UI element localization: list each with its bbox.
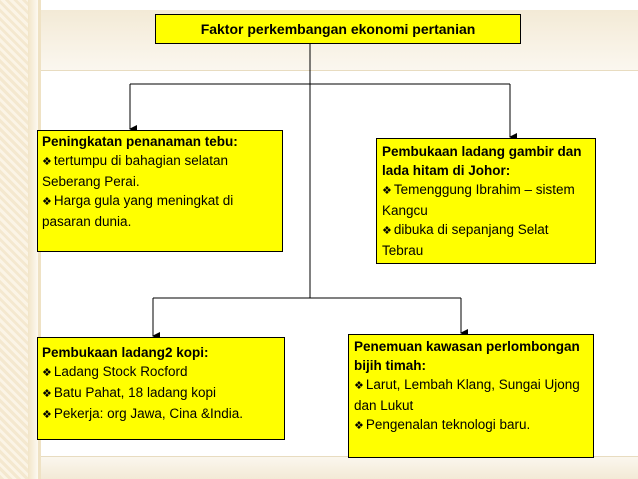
factor-heading: Peningkatan penanaman tebu: bbox=[42, 134, 238, 149]
diamond-bullet-icon: ❖ bbox=[42, 409, 52, 421]
diamond-bullet-icon: ❖ bbox=[42, 156, 52, 168]
bullet-item: ❖ tertumpu di bahagian selatan Seberang Perai. bbox=[42, 153, 228, 189]
bullet-item: ❖ Temenggung Ibrahim – sistem Kangcu bbox=[382, 182, 575, 218]
bullet-item: ❖ Batu Pahat, 18 ladang kopi bbox=[42, 385, 217, 400]
diamond-bullet-icon: ❖ bbox=[354, 380, 364, 392]
diamond-bullet-icon: ❖ bbox=[42, 196, 52, 208]
factor-heading: Penemuan kawasan perlombongan bijih timah: bbox=[354, 339, 580, 373]
diagram-title: Faktor perkembangan ekonomi pertanian bbox=[155, 14, 521, 44]
factor-box-tebu bbox=[37, 130, 283, 252]
bullet-item: ❖ Pekerja: org Jawa, Cina &India. bbox=[42, 406, 243, 421]
diamond-bullet-icon: ❖ bbox=[354, 420, 364, 432]
factor-box-gambir bbox=[376, 138, 596, 264]
diamond-bullet-icon: ❖ bbox=[382, 185, 392, 197]
factor-box-timah bbox=[348, 334, 594, 458]
diamond-bullet-icon: ❖ bbox=[42, 367, 52, 379]
bullet-item: ❖ Harga gula yang meningkat di pasaran dunia. bbox=[42, 193, 234, 229]
bullet-item: ❖ Larut, Lembah Klang, Sungai Ujong dan Lukut bbox=[354, 377, 580, 413]
factor-box-kopi bbox=[37, 337, 285, 440]
diamond-bullet-icon: ❖ bbox=[42, 388, 52, 400]
diamond-bullet-icon: ❖ bbox=[382, 225, 392, 237]
factor-heading: Pembukaan ladang2 kopi: bbox=[42, 345, 209, 360]
bullet-item: ❖ Pengenalan teknologi baru. bbox=[354, 417, 531, 432]
factor-heading: Pembukaan ladang gambir dan lada hitam di Johor: bbox=[382, 144, 582, 178]
bullet-item: ❖ dibuka di sepanjang Selat Tebrau bbox=[382, 222, 549, 258]
bullet-item: ❖ Ladang Stock Rocford bbox=[42, 364, 188, 379]
